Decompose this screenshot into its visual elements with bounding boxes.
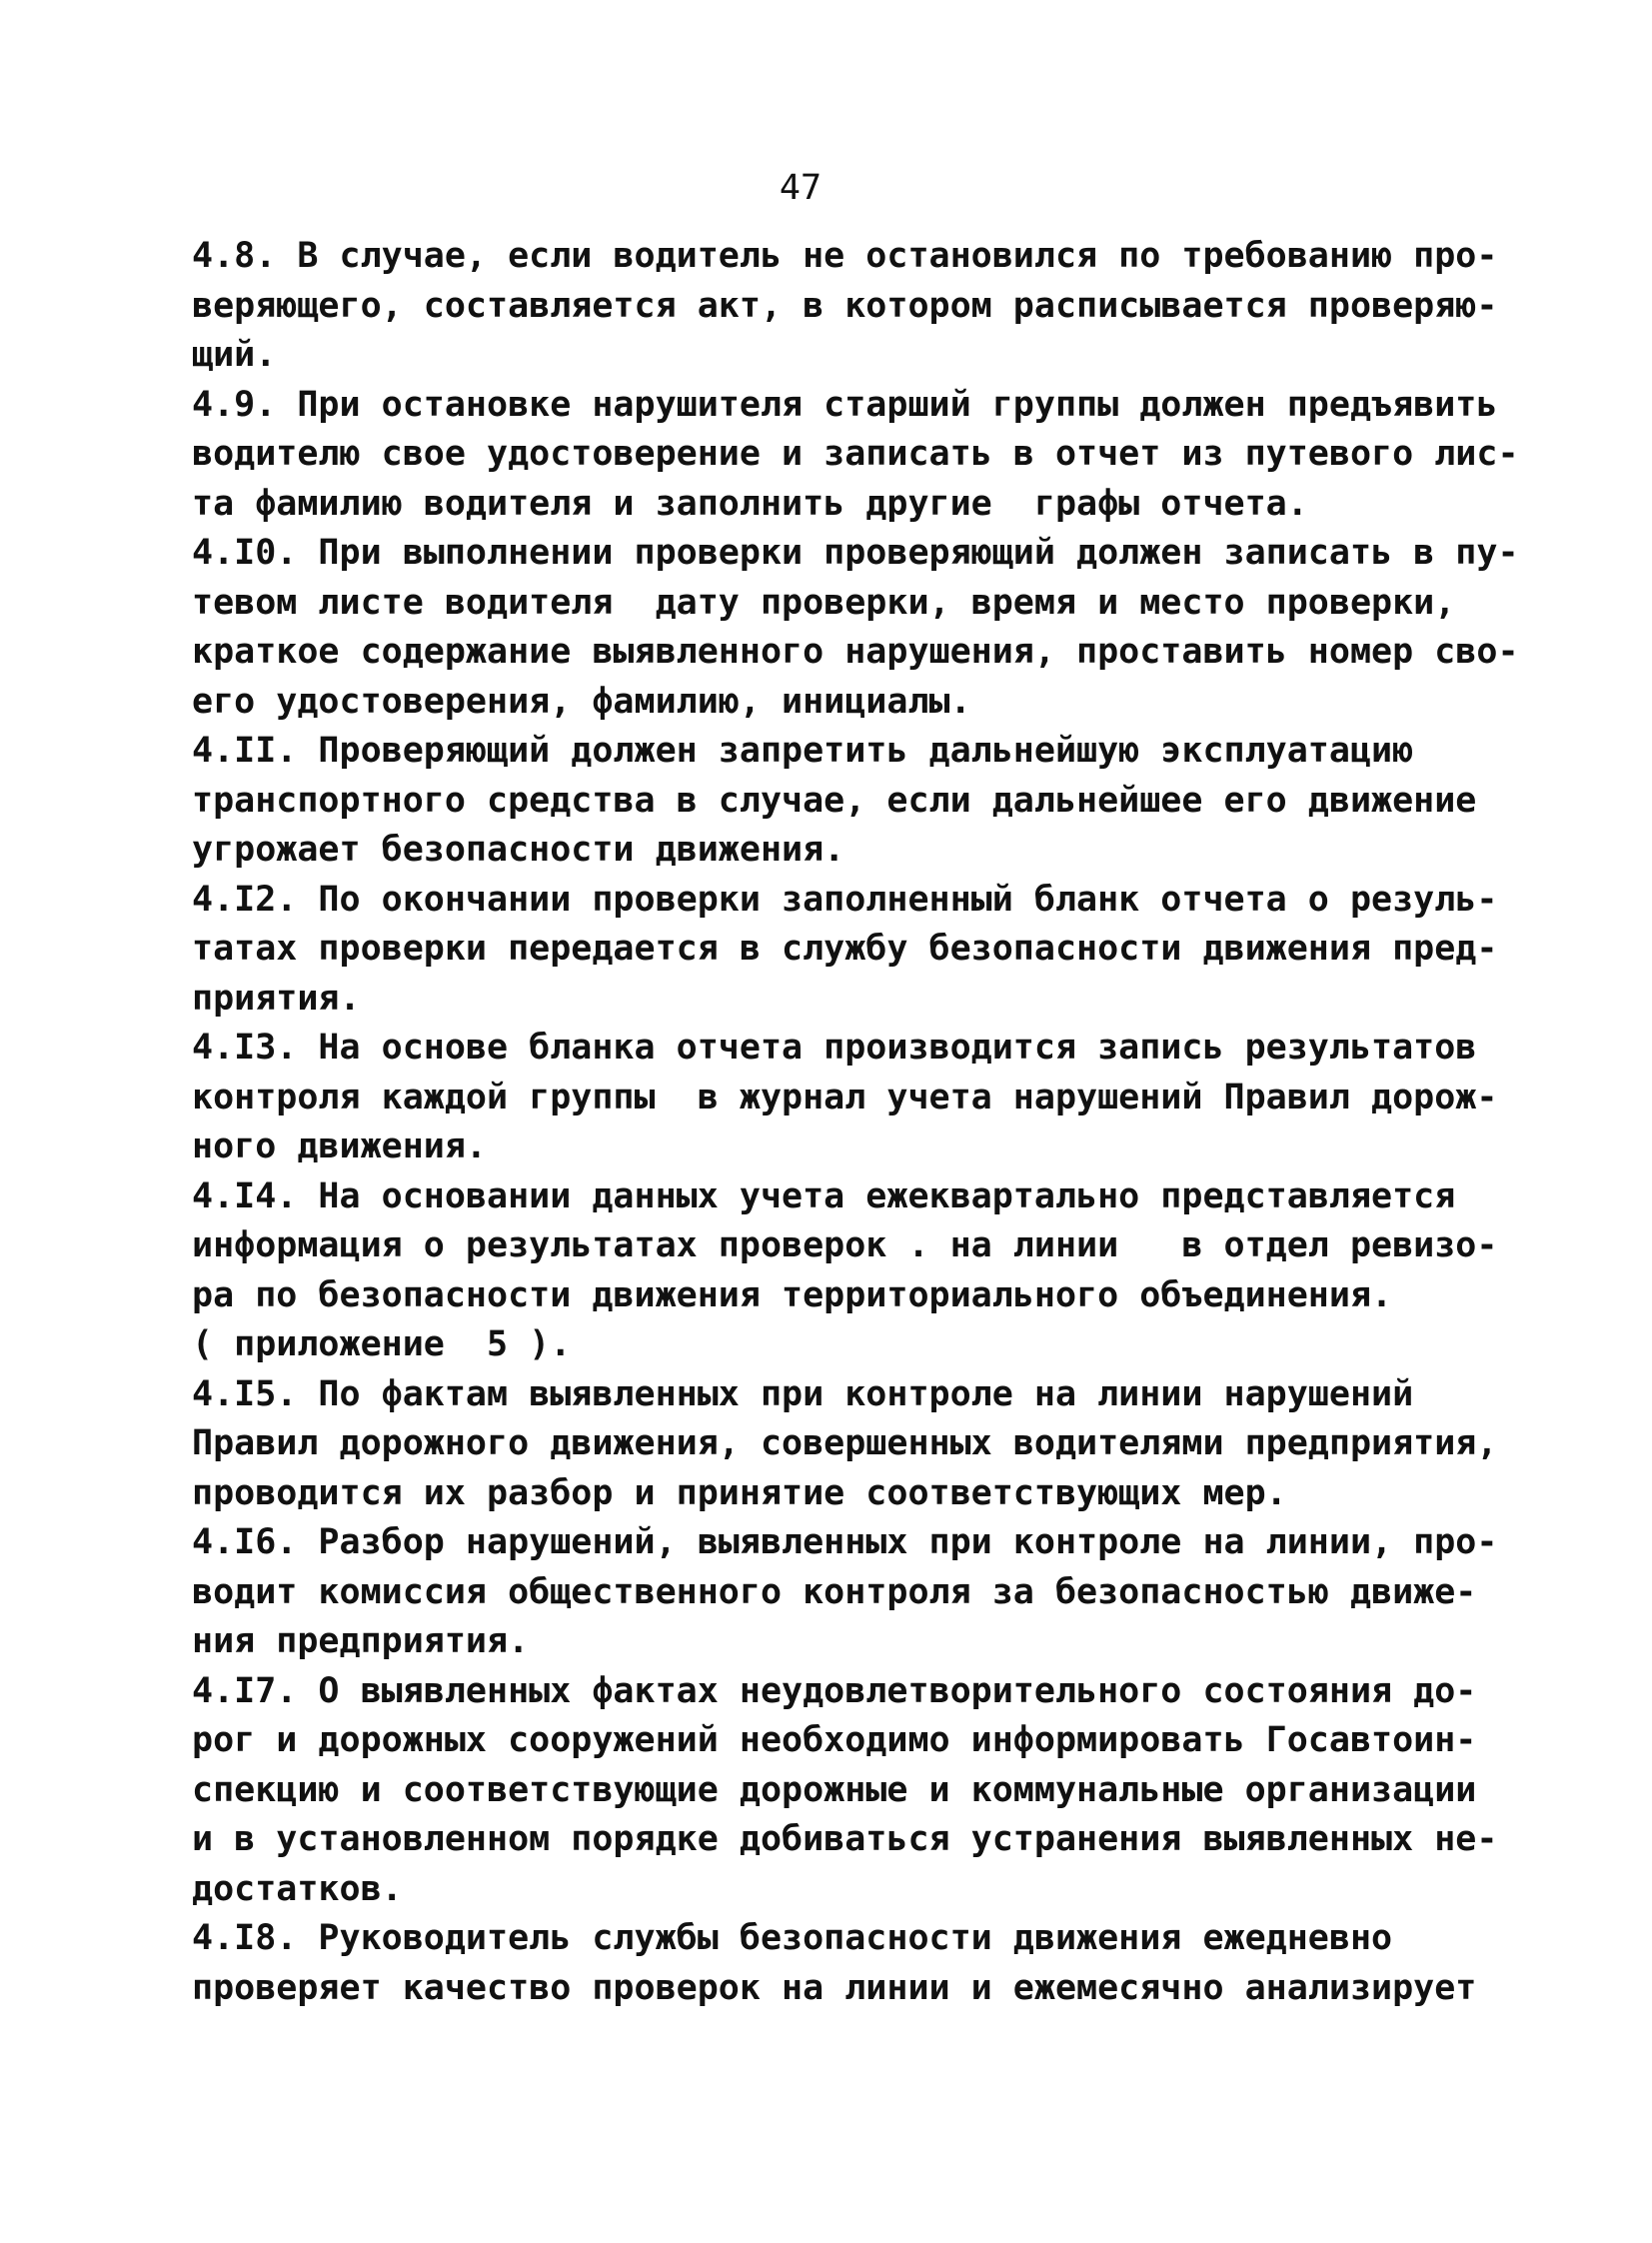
text-line: информация о результатах проверок . на линии в отдел ревизо- [192,1225,1498,1265]
text-line: проводится их разбор и принятие соответствующих мер. [192,1472,1287,1513]
text-line: транспортного средства в случае, если дальнейшее его движение [192,780,1477,821]
text-line: 4.I0. При выполнении проверки проверяющий должен записать в пу- [192,533,1519,573]
text-line: щий. [192,335,277,375]
text-line: ного движения. [192,1126,488,1166]
text-line: рог и дорожных сооружений необходимо информировать Госавтоин- [192,1720,1477,1760]
text-line: 4.I7. О выявленных фактах неудовлетворительного состояния до- [192,1670,1477,1711]
text-line: 4.I5. По фактам выявленных при контроле на линии нарушений [192,1373,1414,1414]
text-line: приятия. [192,978,361,1019]
text-line: 4.9. При остановке нарушителя старший группы должен предъявить [192,384,1498,425]
text-line: угрожает безопасности движения. [192,830,845,870]
text-line: 4.I8. Руководитель службы безопасности движения ежедневно [192,1918,1393,1958]
text-line: его удостоверения, фамилию, инициалы. [192,681,971,722]
text-line: 4.II. Проверяющий должен запретить дальнейшую эксплуатацию [192,731,1414,771]
text-line: 4.I2. По окончании проверки заполненный бланк отчета о резуль- [192,879,1498,920]
text-line: 4.I4. На основании данных учета ежеквартально представляется [192,1175,1456,1216]
text-line: контроля каждой группы в журнал учета нарушений Правил дорож- [192,1077,1498,1118]
text-line: водителю свое удостоверение и записать в отчет из путевого лис- [192,434,1519,474]
text-line: спекцию и соответствующие дорожные и коммунальные организации [192,1769,1477,1810]
text-line: Правил дорожного движения, совершенных водителями предприятия, [192,1423,1498,1463]
text-line: ния предприятия. [192,1621,530,1661]
text-line: 4.8. В случае, если водитель не остановился по требованию про- [192,236,1498,276]
page-number: 47 [779,168,823,208]
text-line: 4.I3. На основе бланка отчета производится запись результатов [192,1028,1477,1068]
text-line: та фамилию водителя и заполнить другие графы отчета. [192,483,1308,524]
text-line: и в установленном порядке добиваться устранения выявленных не- [192,1819,1498,1859]
text-line: ( приложение 5 ). [192,1324,572,1364]
body-text [192,232,1519,2013]
text-line: проверяет качество проверок на линии и ежемесячно анализирует [192,1967,1477,2008]
text-line: водит комиссия общественного контроля за безопасностью движе- [192,1571,1477,1612]
text-line: ра по безопасности движения территориального объединения. [192,1274,1393,1315]
text-line: достатков. [192,1868,403,1909]
text-line: татах проверки передается в службу безопасности движения пред- [192,929,1498,969]
text-line: краткое содержание выявленного нарушения, проставить номер сво- [192,632,1519,672]
text-line: тевом листе водителя дату проверки, время и место проверки, [192,582,1456,623]
text-line: 4.I6. Разбор нарушений, выявленных при контроле на линии, про- [192,1522,1498,1562]
text-line: веряющего, составляется акт, в котором расписывается проверяю- [192,285,1498,326]
